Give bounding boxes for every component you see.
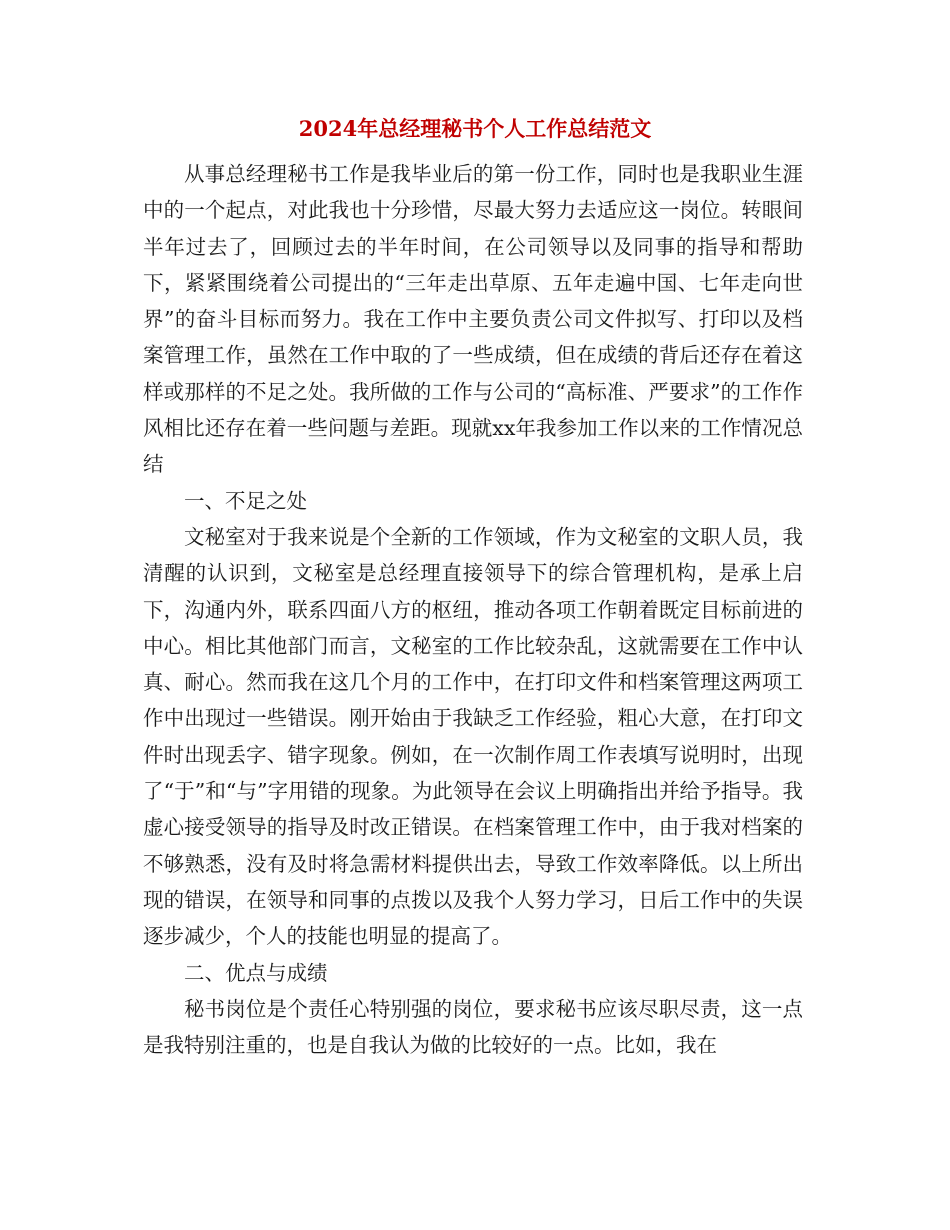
document-body — [143, 156, 803, 1063]
paragraph-shortcomings: 文秘室对于我来说是个全新的工作领域，作为文秘室的文职人员，我清醒的认识到，文秘室是总经理直接领导下的综合管理机构，是承上启下，沟通内外，联系四面八方的枢纽，推动各项工作朝着既定目标前进的中心。相比其他部门而言，文秘室的工作比较杂乱，这就需要在工作中认真、耐心。然而我在这几个月的工作中，在打印文件和档案管理这两项工作中出现过一些错误。刚开始由于我缺乏工作经验，粗心大意，在打印文件时出现丢字、错字现象。例如，在一次制作周工作表填写说明时，出现了“于”和“与”字用错的现象。为此领导在会议上明确指出并给予指导。我虚心接受领导的指导及时改正错误。在档案管理工作中，由于我对档案的不够熟悉，没有及时将急需材料提供出去，导致工作效率降低。以上所出现的错误，在领导和同事的点拨以及我个人努力学习，日后工作中的失误逐步减少，个人的技能也明显的提高了。 — [143, 524, 803, 949]
section-heading-shortcomings: 一、不足之处 — [184, 488, 307, 513]
paragraph-strengths: 秘书岗位是个责任心特别强的岗位，要求秘书应该尽职尽责，这一点是我特别注重的，也是自我认为做的比较好的一点。比如，我在 — [143, 996, 803, 1058]
document-title: 2024年总经理秘书个人工作总结范文 — [298, 116, 652, 141]
paragraph-intro: 从事总经理秘书工作是我毕业后的第一份工作，同时也是我职业生涯中的一个起点，对此我也十分珍惜，尽最大努力去适应这一岗位。转眼间半年过去了，回顾过去的半年时间，在公司领导以及同事的指导和帮助下，紧紧围绕着公司提出的“三年走出草原、五年走遍中国、七年走向世界”的奋斗目标而努力。我在工作中主要负责公司文件拟写、打印以及档案管理工作，虽然在工作中取的了一些成绩，但在成绩的背后还存在着这样或那样的不足之处。我所做的工作与公司的“高标准、严要求”的工作作风相比还存在着一些问题与差距。现就xx年我参加工作以来的工作情况总结 — [143, 162, 803, 477]
section-heading-strengths: 二、优点与成绩 — [184, 960, 328, 985]
